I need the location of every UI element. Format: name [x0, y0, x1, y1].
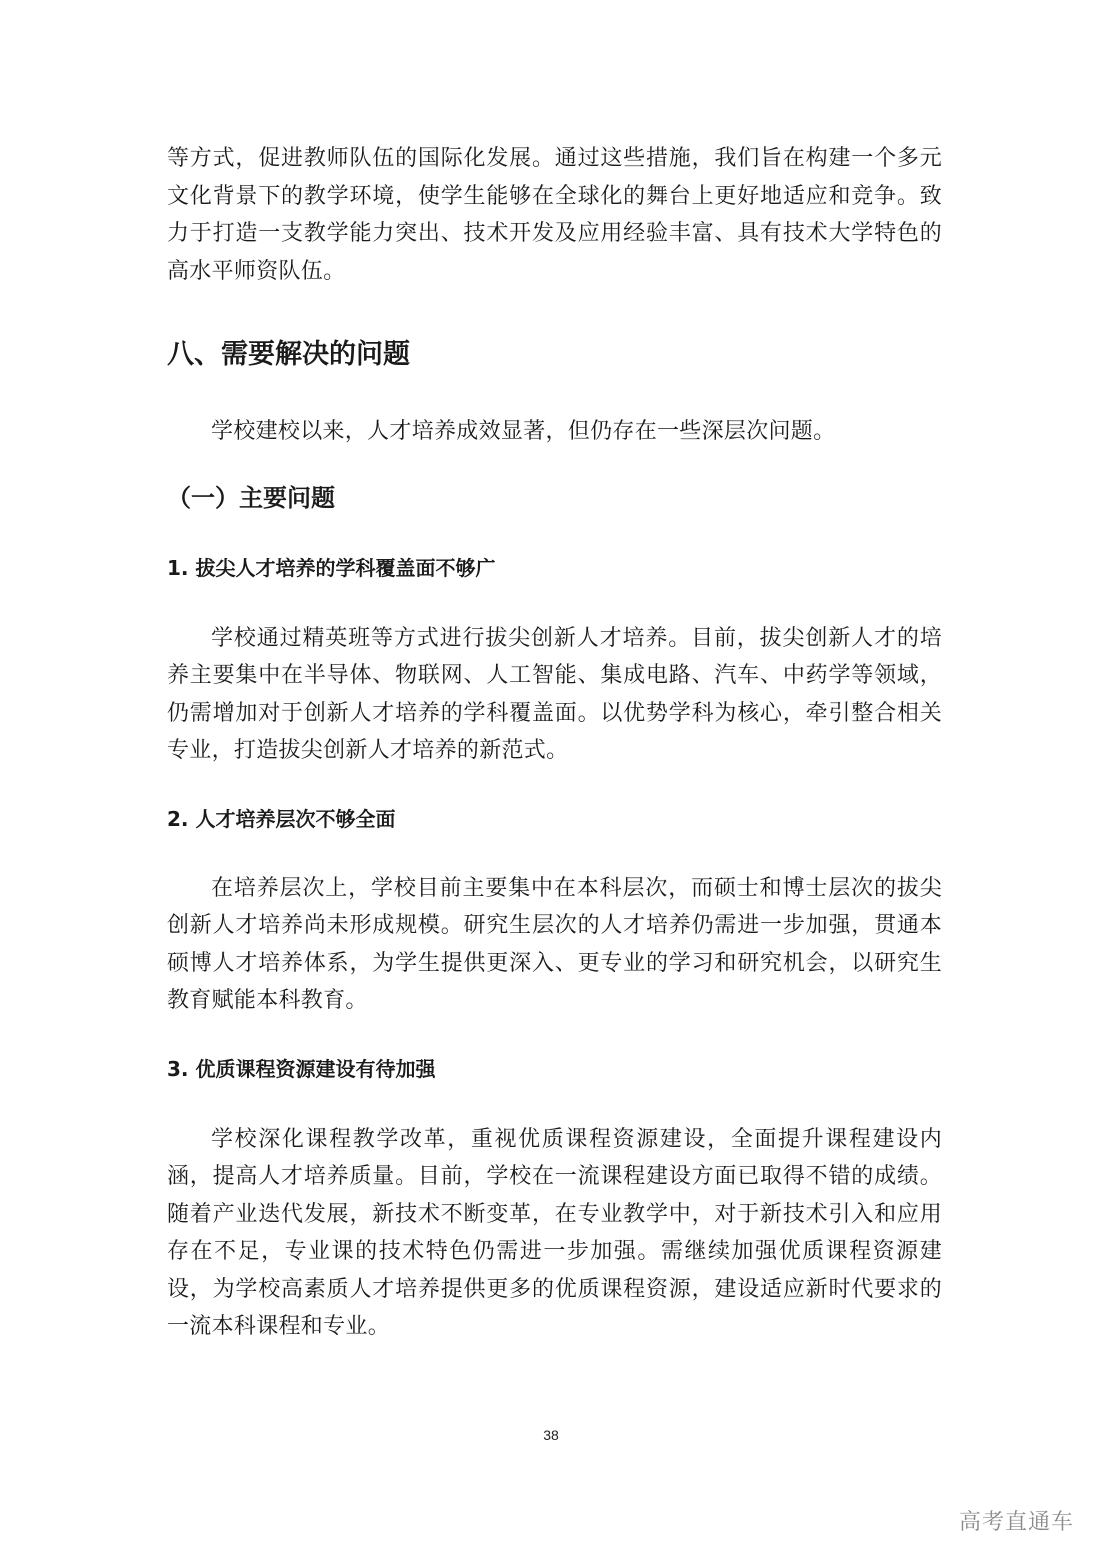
page-content [167, 140, 942, 1346]
section-intro: 学校建校以来，人才培养成效显著，但仍存在一些深层次问题。 [211, 419, 836, 444]
issue-heading-2: 2. 人才培养层次不够全面 [167, 806, 396, 831]
issue-text-2: 在培养层次上，学校目前主要集中在本科层次，而硕士和博士层次的拔尖创新人才培养尚未形成规模。研究生层次的人才培养仍需进一步加强，贯通本硕博人才培养体系，为学生提供更深入、更专业的学习和研究机会，以研究生教育赋能本科教育。 [167, 875, 942, 1013]
issue-heading-3: 3. 优质课程资源建设有待加强 [167, 1056, 436, 1081]
issue-text-1: 学校通过精英班等方式进行拔尖创新人才培养。目前，拔尖创新人才的培养主要集中在半导体、物联网、人工智能、集成电路、汽车、中药学等领域，仍需增加对于创新人才培养的学科覆盖面。以优势学科为核心，牵引整合相关专业，打造拔尖创新人才培养的新范式。 [167, 625, 942, 763]
watermark: 高考直通车 [958, 1510, 1074, 1535]
section-title: 八、需要解决的问题 [167, 339, 410, 370]
subsection-title: （一）主要问题 [167, 483, 335, 512]
issue-heading-1: 1. 拔尖人才培养的学科覆盖面不够广 [167, 555, 496, 580]
page-number: 38 [543, 1427, 559, 1443]
intro-paragraph: 等方式，促进教师队伍的国际化发展。通过这些措施，我们旨在构建一个多元文化背景下的教学环境，使学生能够在全球化的舞台上更好地适应和竞争。致力于打造一支教学能力突出、技术开发及应用经验丰富、具有技术大学特色的高水平师资队伍。 [167, 146, 942, 284]
issue-text-3: 学校深化课程教学改革，重视优质课程资源建设，全面提升课程建设内涵，提高人才培养质量。目前，学校在一流课程建设方面已取得不错的成绩。随着产业迭代发展，新技术不断变革，在专业教学中，对于新技术引入和应用存在不足，专业课的技术特色仍需进一步加强。需继续加强优质课程资源建设，为学校高素质人才培养提供更多的优质课程资源，建设适应新时代要求的一流本科课程和专业。 [167, 1126, 942, 1339]
